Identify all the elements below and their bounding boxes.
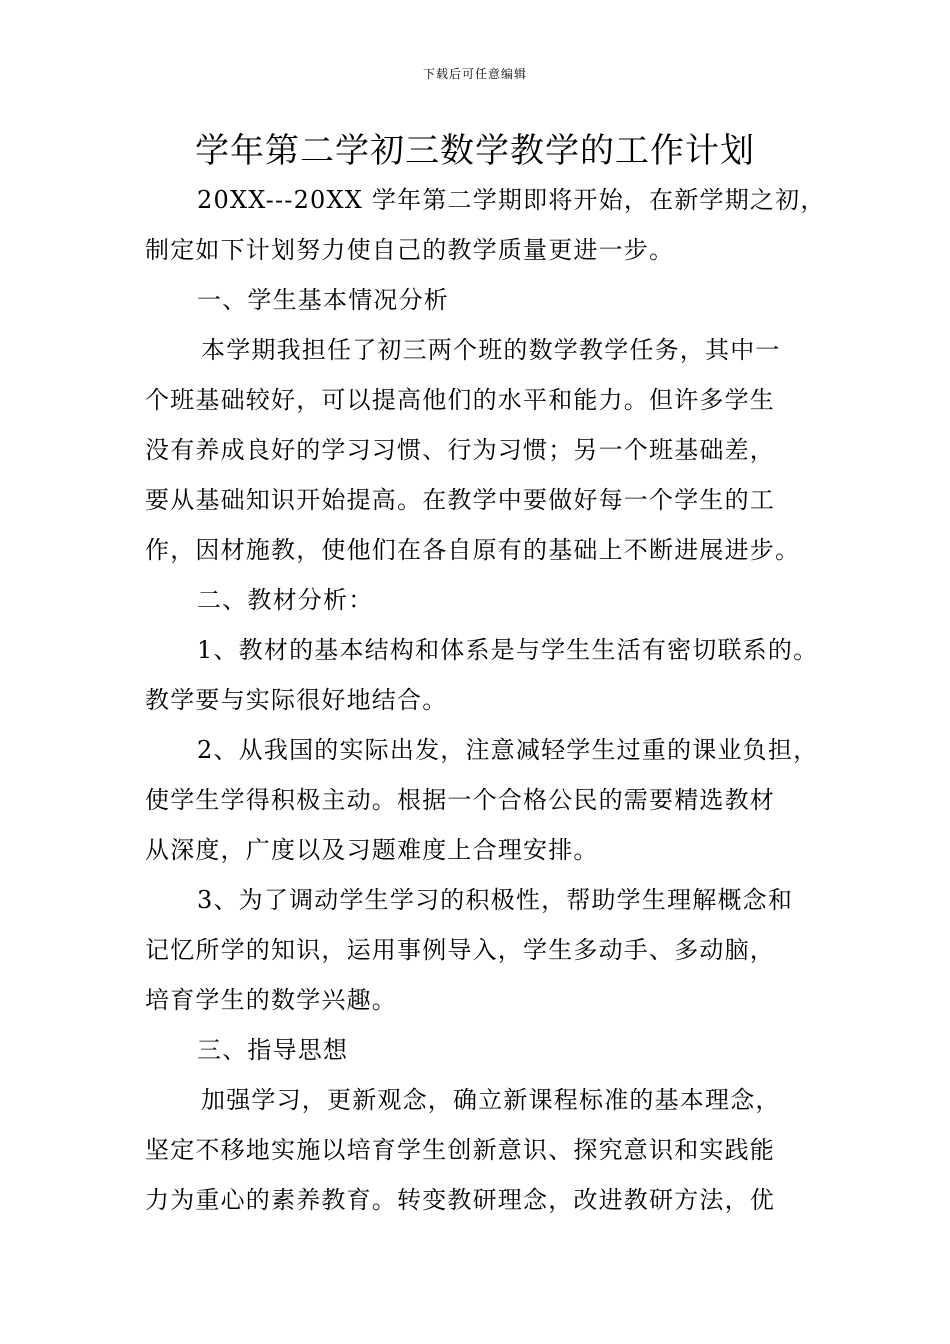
section1-line-4: 要从基础知识开始提高。在教学中要做好每一个学生的工 <box>145 486 775 514</box>
section2-item3-line-3: 培育学生的数学兴趣。 <box>145 986 397 1014</box>
section1-line-3: 没有养成良好的学习习惯、行为习惯；另一个班基础差， <box>145 436 775 464</box>
section2-item3-line-2: 记忆所学的知识，运用事例导入，学生多动手、多动脑， <box>145 936 775 964</box>
section1-line-1: 本学期我担任了初三两个班的数学教学任务，其中一 <box>201 336 781 364</box>
document-title: 学年第二学初三数学教学的工作计划 <box>195 131 755 171</box>
section2-item2-line-3: 从深度，广度以及习题难度上合理安排。 <box>145 836 599 864</box>
section2-item2-line-2: 使学生学得积极主动。根据一个合格公民的需要精选教材 <box>145 786 775 814</box>
section3-line-3: 力为重心的素养教育。转变教研理念，改进教研方法，优 <box>145 1186 775 1214</box>
section3-line-1: 加强学习，更新观念，确立新课程标准的基本理念， <box>201 1086 781 1114</box>
section2-item3-line-1: 3、为了调动学生学习的积极性，帮助学生理解概念和 <box>197 886 794 914</box>
section2-item1-line-1: 1、教材的基本结构和体系是与学生生活有密切联系的。 <box>197 636 819 664</box>
section-heading-1: 一、学生基本情况分析 <box>197 286 449 314</box>
section2-item1-line-2: 教学要与实际很好地结合。 <box>145 686 448 714</box>
intro-line-1: 20XX---20XX 学年第二学期即将开始，在新学期之初， <box>197 186 826 214</box>
section1-line-2: 个班基础较好，可以提高他们的水平和能力。但许多学生 <box>145 386 775 414</box>
section-heading-3: 三、指导思想 <box>197 1036 349 1064</box>
section-heading-2: 二、教材分析： <box>197 586 374 614</box>
section3-line-2: 坚定不移地实施以培育学生创新意识、探究意识和实践能 <box>145 1136 775 1164</box>
header-note: 下载后可任意编辑 <box>422 67 527 81</box>
intro-line-2: 制定如下计划努力使自己的教学质量更进一步。 <box>145 236 675 264</box>
section1-line-5: 作，因材施教，使他们在各自原有的基础上不断进展进步。 <box>145 536 801 564</box>
section2-item2-line-1: 2、从我国的实际出发，注意减轻学生过重的课业负担， <box>197 736 819 764</box>
